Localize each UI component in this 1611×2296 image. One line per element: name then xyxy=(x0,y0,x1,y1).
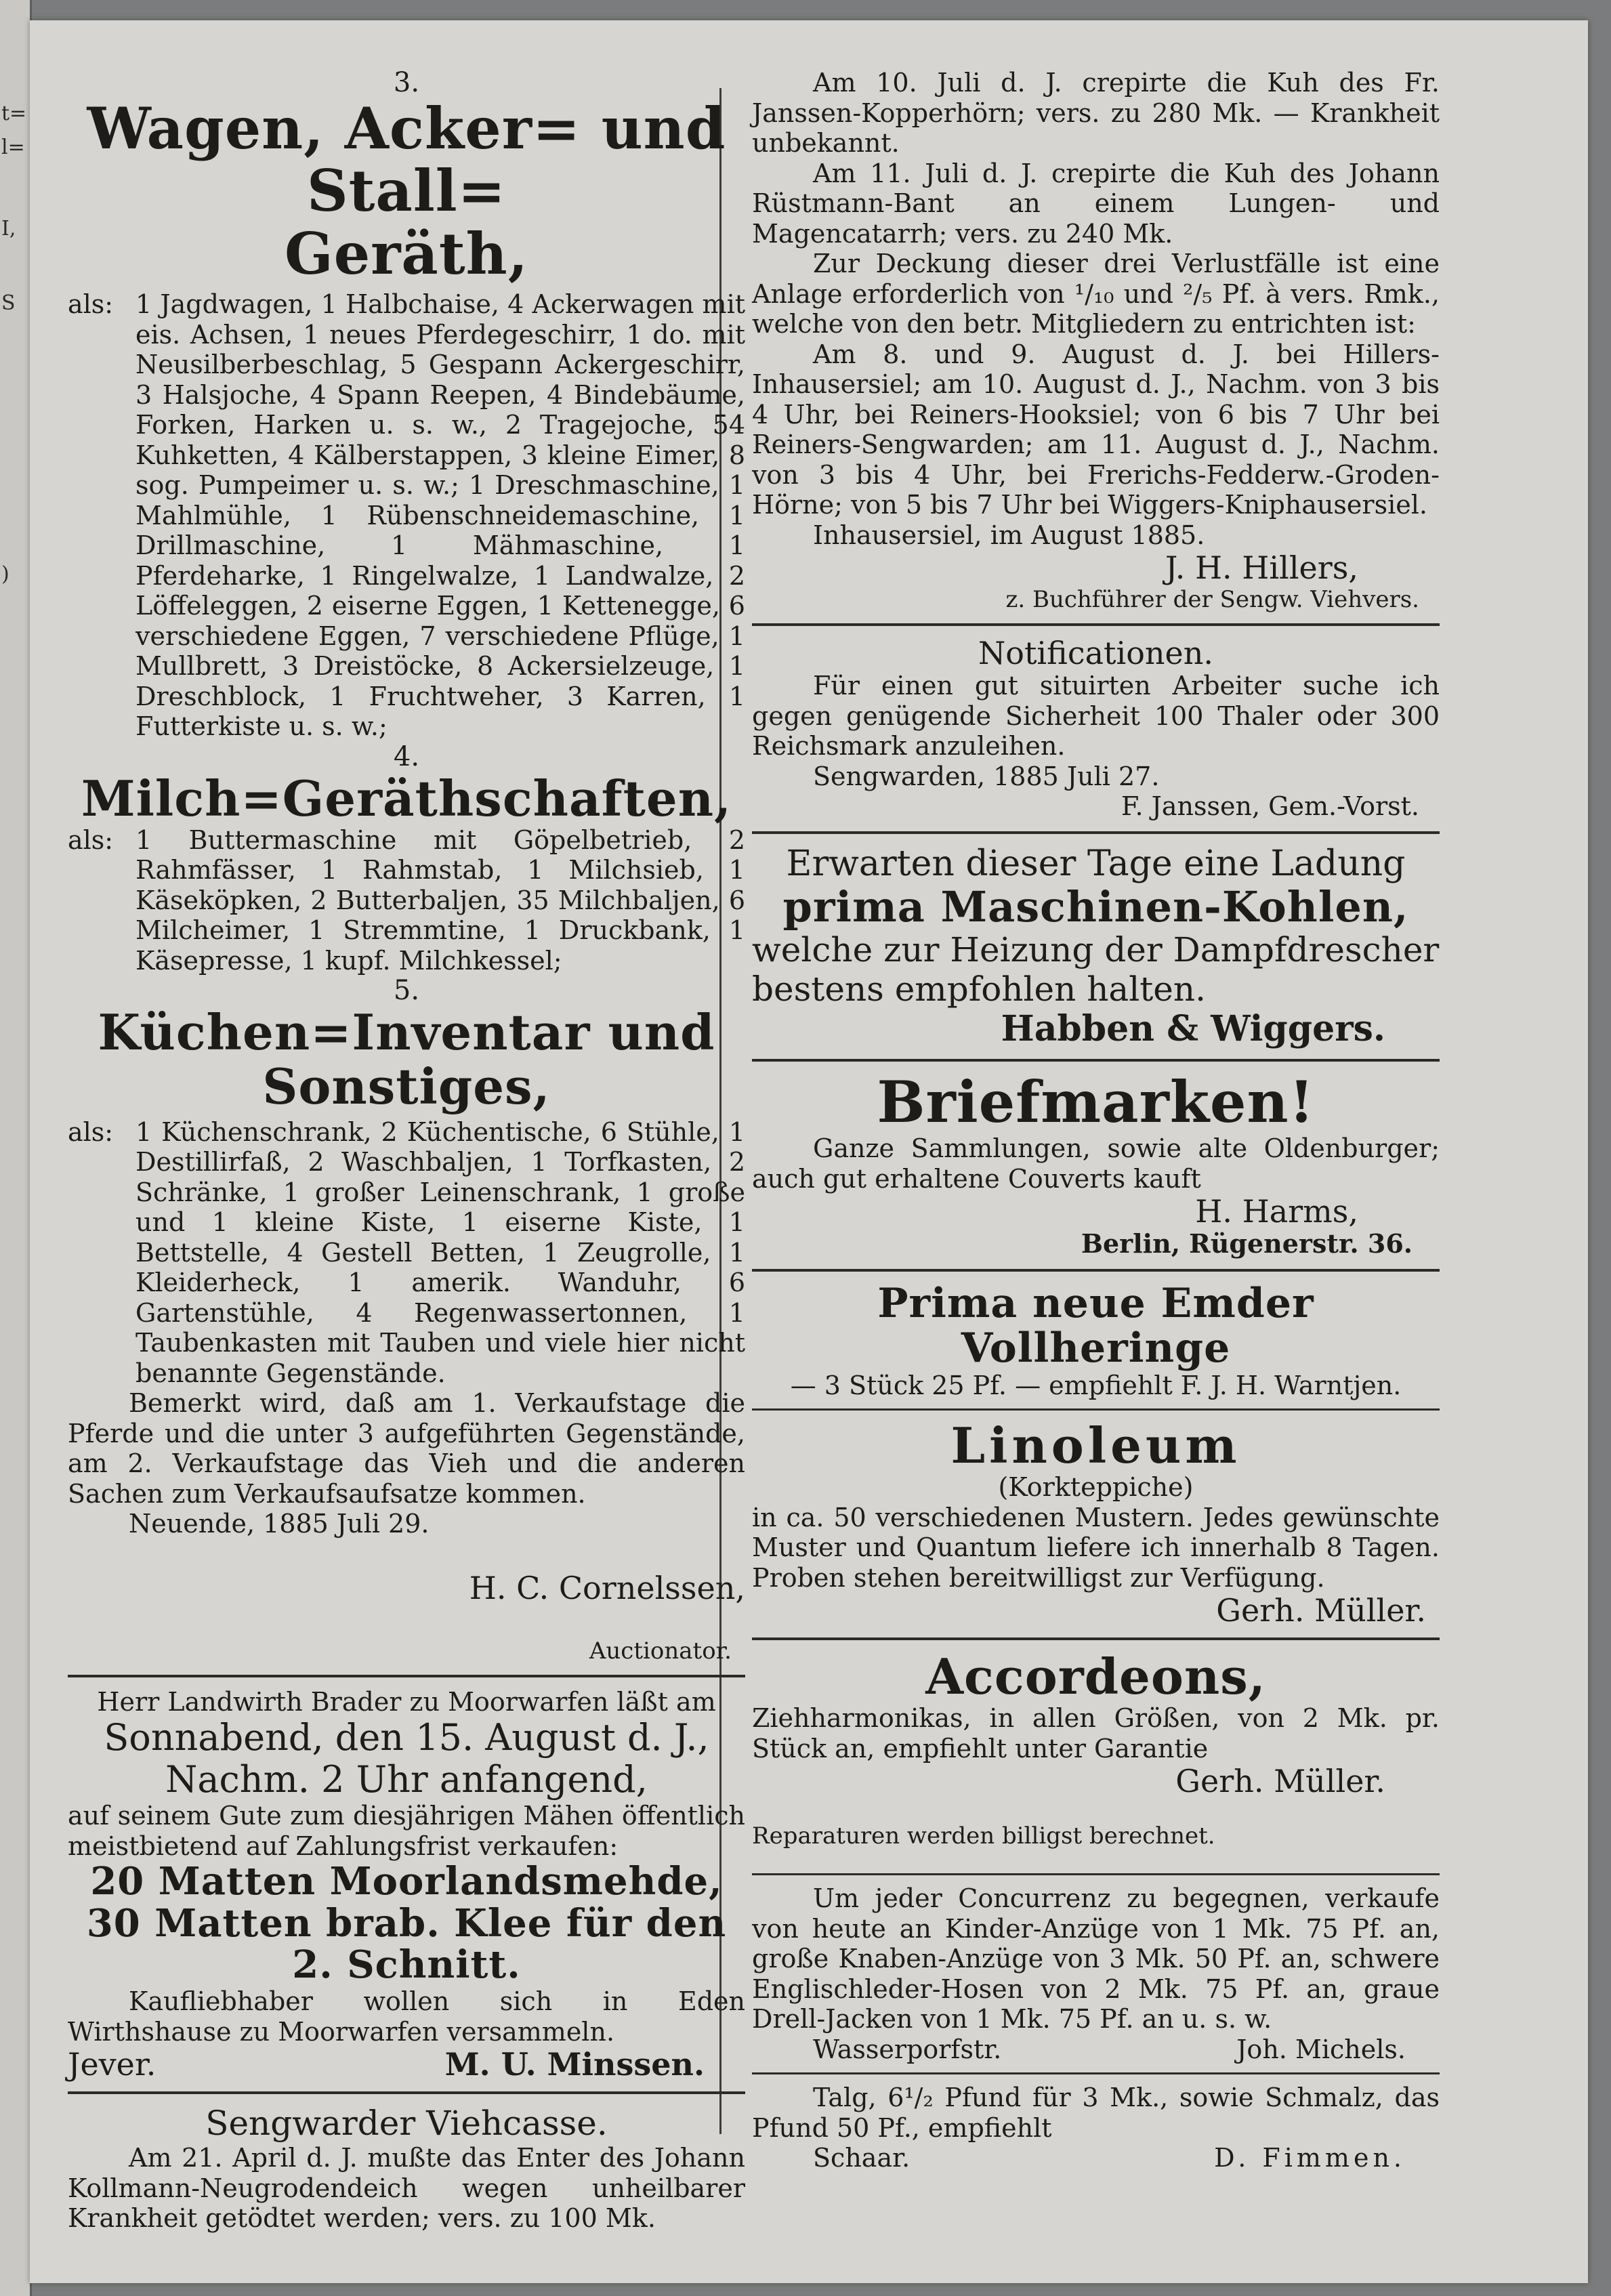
ad-separator xyxy=(752,1873,1440,1875)
left-column xyxy=(68,67,745,2234)
ad-separator xyxy=(752,1637,1440,1640)
lot-schnitt: 2. Schnitt. xyxy=(292,1942,521,1988)
ad-footer: Kaufliebhaber wollen sich in Eden Wirthshause zu Moorwarfen versammeln. xyxy=(68,1986,745,2047)
section-number: 3. xyxy=(393,67,420,98)
notifications-heading: Notificationen. xyxy=(978,635,1213,671)
coal-body: welche zur Heizung der Dampfdrescher bestens empfohlen halten. xyxy=(752,930,1440,1009)
ad-separator xyxy=(752,623,1440,626)
linoleum-body: in ca. 50 verschiedenen Mustern. Jedes gewünschte Muster und Quantum liefere ich innerhalb 8 Tagen. Proben stehen bereitwilligst zur Verfügung. xyxy=(752,1502,1440,1593)
als-label: als: xyxy=(68,825,114,855)
als-label: als: xyxy=(68,289,114,320)
talg-place: Schaar. xyxy=(813,2143,911,2173)
viehcasse-paragraph: Am 10. Juli d. J. crepirte die Kuh des Fr. Janssen-Kopperhörn; vers. zu 280 Mk. — Krankheit unbekannt. xyxy=(752,68,1440,158)
item-list-text: 1 Küchenschrank, 2 Küchentische, 6 Stühle, 1 Destillirfaß, 2 Waschbaljen, 1 Torfkasten, 2 Schränke, 1 großer Leinenschrank, 1 große und 1 kleine Kiste, 1 eiserne Kiste, 1 Bettstelle, 4 Gestell Betten, 1 Zeugrolle, 1 Kleiderheck, 1 amerik. Wanduhr, 6 Gartenstühle, 4 Regenwassertonnen, 1 Taubenkasten mit Tauben und viele hier nicht benannte Gegenstände. xyxy=(135,1116,745,1388)
section-heading-kuchen: Küchen=Inventar und xyxy=(98,1003,715,1062)
coal-signature: Habben & Wiggers. xyxy=(1001,1007,1385,1049)
ad-body: auf seinem Gute zum diesjährigen Mähen öffentlich meistbietend auf Zahlungsfrist verkaufen: xyxy=(68,1801,745,1861)
accordeons-heading: Accordeons, xyxy=(925,1648,1266,1706)
stamps-address: Berlin, Rügenerstr. 36. xyxy=(1081,1228,1413,1259)
coal-heading: prima Maschinen-Kohlen, xyxy=(782,881,1409,932)
ad-signature-row xyxy=(68,2047,745,2082)
ad-signature: M. U. Minssen. xyxy=(444,2046,705,2083)
stamps-signature: H. Harms, xyxy=(1195,1193,1358,1230)
margin-fragment: S xyxy=(1,291,16,315)
accordeons-signature: Gerh. Müller. xyxy=(1175,1763,1385,1800)
stamps-body: Ganze Sammlungen, sowie alte Oldenburger; auch gut erhaltene Couverts kauft xyxy=(752,1133,1440,1194)
right-column xyxy=(752,68,1440,2173)
stamps-heading: Briefmarken! xyxy=(877,1068,1315,1135)
signature-title: Auctionator. xyxy=(589,1637,732,1665)
notifications-body: Für einen gut situirten Arbeiter suche ich gegen genügende Sicherheit 100 Thaler oder 300 Reichsmark anzuleihen. xyxy=(752,671,1440,761)
accordeons-note: Reparaturen werden billigst berechnet. xyxy=(752,1822,1215,1850)
lot-klee: 30 Matten brab. Klee für den xyxy=(86,1900,727,1946)
clothing-signature-row xyxy=(752,2034,1440,2065)
talg-signature: D. Fimmen. xyxy=(1214,2143,1406,2173)
talg-signature-row xyxy=(752,2143,1440,2173)
item-list-wagen xyxy=(68,289,745,742)
ad-separator xyxy=(752,1059,1440,1062)
notifications-signature: F. Janssen, Gem.-Vorst. xyxy=(1121,791,1419,821)
margin-fragment: I, xyxy=(1,217,16,241)
viehcasse-paragraph: Am 8. und 9. August d. J. bei Hillers-Inhausersiel; am 10. August d. J., Nachm. von 3 bis 4 Uhr, bei Reiners-Hooksiel; von 6 bis 7 Uhr bei Reiners-Sengwarden; am 11. August d. J., Nachm. von 3 bis 4 Uhr, bei Frerichs-Fedderw.-Groden-Hörne; von 5 bis 7 Uhr bei Wiggers-Kniphausersiel. xyxy=(752,339,1440,520)
ad-place: Jever. xyxy=(68,2046,156,2083)
clothing-signature: Joh. Michels. xyxy=(1236,2034,1406,2064)
viehcasse-paragraph: Am 11. Juli d. J. crepirte die Kuh des Johann Rüstmann-Bant an einem Lungen- und Magencatarrh; vers. zu 240 Mk. xyxy=(752,158,1440,249)
linoleum-signature: Gerh. Müller. xyxy=(1216,1592,1426,1629)
place-date: Neuende, 1885 Juli 29. xyxy=(129,1509,430,1539)
viehcasse-signature-title: z. Buchführer der Sengw. Viehvers. xyxy=(1005,586,1419,613)
talg-body: Talg, 6¹/₂ Pfund für 3 Mk., sowie Schmalz, das Pfund 50 Pf., empfiehlt xyxy=(752,2083,1440,2143)
herring-heading: Prima neue Emder Vollheringe xyxy=(877,1279,1314,1372)
section-number: 5. xyxy=(393,975,420,1007)
viehcasse-signature: J. H. Hillers, xyxy=(1165,549,1358,586)
previous-page-edge xyxy=(0,0,32,2296)
item-list-kuchen xyxy=(68,1117,745,1389)
ad-separator xyxy=(752,831,1440,834)
item-list-text: 1 Buttermaschine mit Göpelbetrieb, 2 Rahmfässer, 1 Rahmstab, 1 Milchsieb, 1 Käseköpken, 2 Butterbaljen, 35 Milchbaljen, 6 Milcheimer, 1 Stremmtine, 1 Druckbank, 1 Käsepresse, 1 kupf. Milchkessel; xyxy=(135,825,745,976)
signature-name: H. C. Cornelssen, xyxy=(469,1569,745,1606)
ad-intro: Herr Landwirth Brader zu Moorwarfen läßt am xyxy=(97,1686,716,1717)
notifications-place-date: Sengwarden, 1885 Juli 27. xyxy=(813,761,1160,791)
section-heading-gerath: Geräth, xyxy=(285,220,528,287)
section-heading-sonstiges: Sonstiges, xyxy=(262,1057,551,1115)
margin-fragment: ) xyxy=(1,562,9,586)
ad-separator xyxy=(752,1269,1440,1272)
ad-separator xyxy=(752,1408,1440,1411)
section-number: 4. xyxy=(393,740,420,772)
lot-moorland: 20 Matten Moorlandsmehde, xyxy=(90,1859,723,1904)
section-heading-wagen: Wagen, Acker= und Stall= xyxy=(87,95,726,225)
remark-paragraph: Bemerkt wird, daß am 1. Verkaufstage die Pferde und die unter 3 aufgeführten Gegenstände, am 2. Verkaufstage das Vieh und die anderen Sachen zum Verkaufsaufsatze kommen. xyxy=(68,1388,745,1509)
viehcasse-place-date: Inhausersiel, im August 1885. xyxy=(813,520,1205,550)
clothing-place: Wasserporfstr. xyxy=(813,2034,1002,2064)
ad-separator xyxy=(68,2091,745,2094)
coal-intro: Erwarten dieser Tage eine Ladung xyxy=(786,843,1406,884)
ad-separator xyxy=(752,2072,1440,2074)
clothing-body: Um jeder Concurrenz zu begegnen, verkaufe von heute an Kinder-Anzüge von 1 Mk. 75 Pf. an, große Knaben-Anzüge von 3 Mk. 50 Pf. an, schwere Englischleder-Hosen von 2 Mk. 75 Pf. an, graue Drell-Jacken von 1 Mk. 75 Pf. an u. s. w. xyxy=(752,1883,1440,2034)
ad-separator xyxy=(68,1675,745,1677)
viehcasse-heading: Sengwarder Viehcasse. xyxy=(205,2104,608,2144)
section-heading-milch: Milch=Geräthschaften, xyxy=(81,769,732,827)
item-list-milch xyxy=(68,825,745,976)
margin-fragment: l= xyxy=(1,135,25,159)
margin-fragment: t= xyxy=(1,102,27,125)
als-label: als: xyxy=(68,1116,114,1147)
herring-line: — 3 Stück 25 Pf. — empfiehlt F. J. H. Warntjen. xyxy=(790,1370,1402,1400)
item-list-text: 1 Jagdwagen, 1 Halbchaise, 4 Ackerwagen mit eis. Achsen, 1 neues Pferdegeschirr, 1 do. mit Neusilberbeschlag, 5 Gespann Ackergeschirr, 3 Halsjoche, 4 Spann Reepen, 4 Bindebäume, Forken, Harken u. s. w., 2 Tragejoche, 54 Kuhketten, 4 Kälberstappen, 3 kleine Eimer, 8 sog. Pumpeimer u. s. w.; 1 Dreschmaschine, 1 Mahlmühle, 1 Rübenschneidemaschine, 1 Drillmaschine, 1 Mähmaschine, 1 Pferdeharke, 1 Ringelwalze, 1 Landwalze, 2 Löffeleggen, 2 eiserne Eggen, 1 Kettenegge, 6 verschiedene Eggen, 7 verschiedene Pflüge, 1 Mullbrett, 3 Dreistöcke, 8 Ackersielzeuge, 1 Dreschblock, 1 Fruchtweher, 3 Karren, 1 Futterkiste u. s. w.; xyxy=(135,289,745,742)
viehcasse-paragraph: Am 21. April d. J. mußte das Enter des Johann Kollmann-Neugrodendeich wegen unheilbarer Krankheit getödtet werden; vers. zu 100 Mk. xyxy=(68,2143,745,2234)
auction-date: Sonnabend, den 15. August d. J., xyxy=(104,1716,709,1759)
auction-time: Nachm. 2 Uhr anfangend, xyxy=(165,1758,648,1801)
viehcasse-paragraph: Zur Deckung dieser drei Verlustfälle ist eine Anlage erforderlich von ¹/₁₀ und ²/₅ Pf. à vers. Rmk., welche von den betr. Mitgliedern zu entrichten ist: xyxy=(752,249,1440,339)
linoleum-subheading: (Korkteppiche) xyxy=(998,1472,1194,1503)
accordeons-body: Ziehharmonikas, in allen Größen, von 2 Mk. pr. Stück an, empfiehlt unter Garantie xyxy=(752,1703,1440,1763)
linoleum-heading: Linoleum xyxy=(950,1417,1241,1475)
